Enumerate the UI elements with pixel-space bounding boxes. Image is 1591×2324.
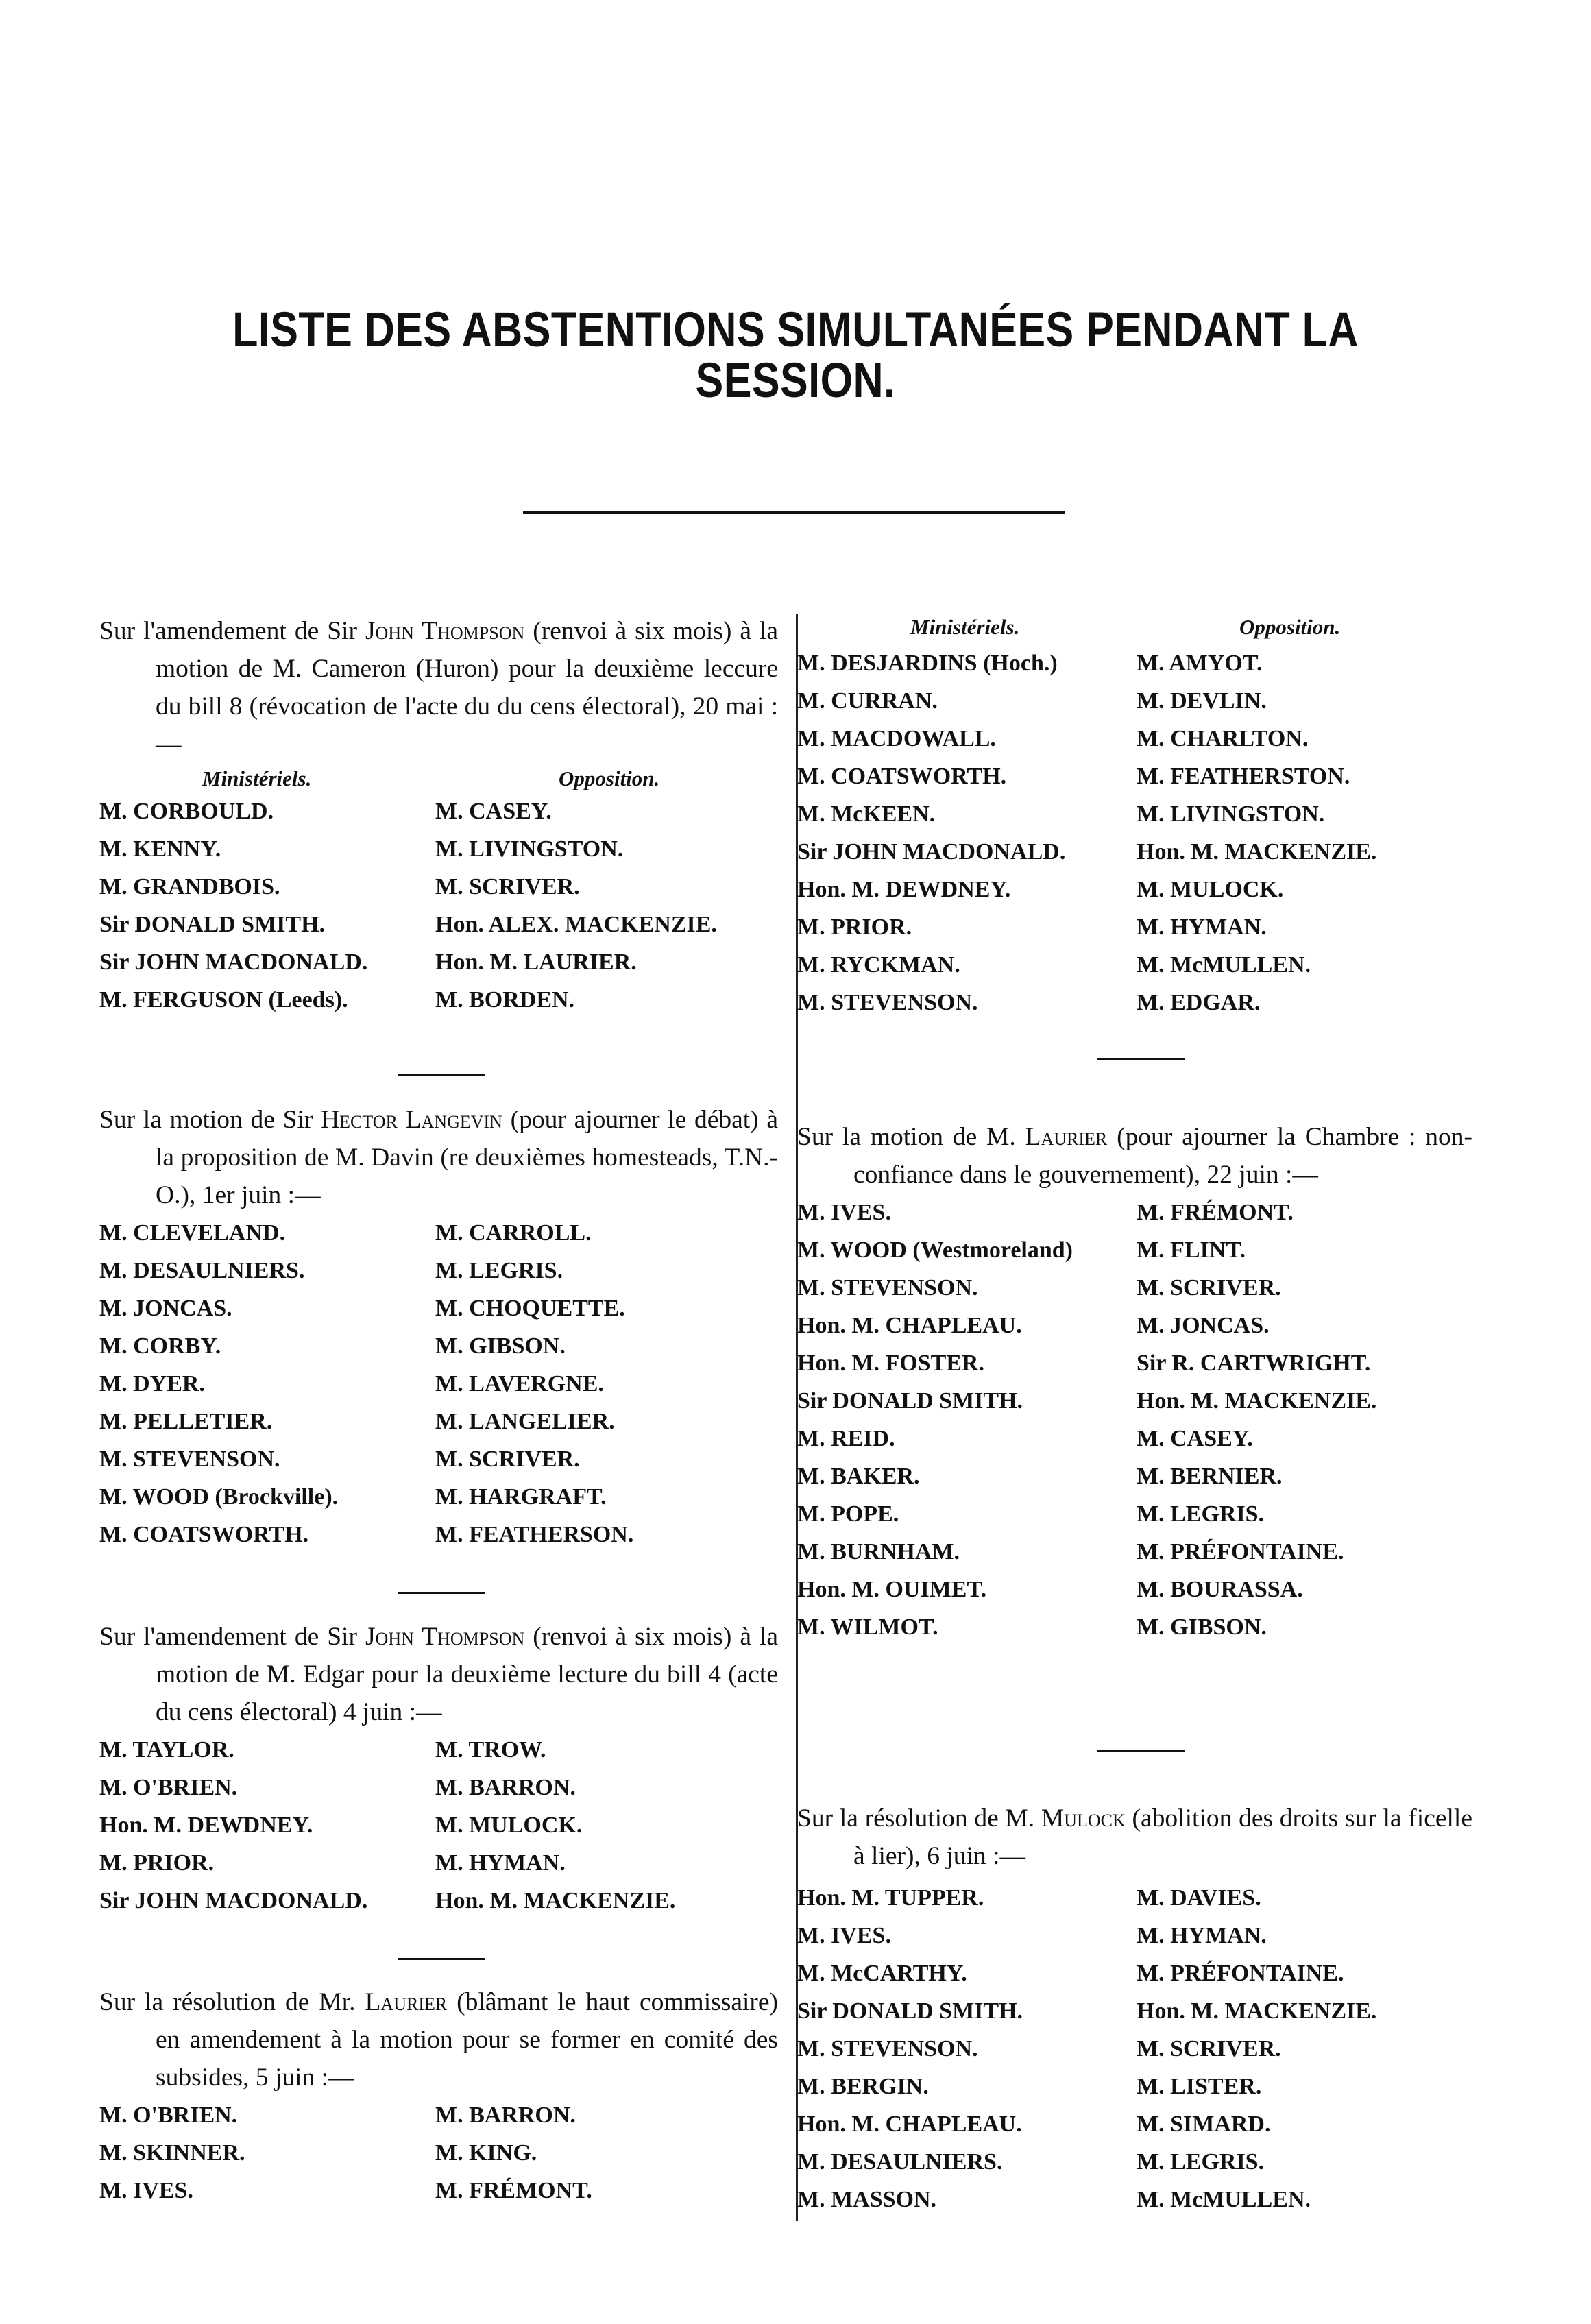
ministeriel-name: M. DESAULNIERS. <box>99 1258 305 1283</box>
ministeriel-name: M. CLEVELAND. <box>99 1220 286 1246</box>
ministeriel-name: M. McKEEN. <box>797 801 936 827</box>
ministeriel-name: M. STEVENSON. <box>99 1447 280 1472</box>
ministeriel-name: M. COATSWORTH. <box>99 1522 309 1547</box>
heading-opposition: Opposition. <box>1239 615 1341 639</box>
ministeriel-name: M. STEVENSON. <box>797 2036 978 2061</box>
name-pairs <box>99 1214 778 1553</box>
section-intro <box>99 1101 778 1214</box>
section-right-2 <box>797 1118 1493 1646</box>
intro-text-before: Sur la motion de Sir <box>99 1106 321 1134</box>
opposition-name: M. LIVINGSTON. <box>435 836 624 862</box>
ministeriel-name: Sir JOHN MACDONALD. <box>797 839 1066 864</box>
opposition-name: M. FRÉMONT. <box>1137 1200 1294 1225</box>
heading-opposition: Opposition. <box>559 766 660 790</box>
intro-text-before: Sur l'amendement de Sir <box>99 617 365 645</box>
opposition-name: Hon. M. MACKENZIE. <box>1137 1998 1377 2024</box>
ministeriel-name: M. RYCKMAN. <box>797 952 960 978</box>
ministeriel-name: Sir JOHN MACDONALD. <box>99 1888 368 1913</box>
opposition-name: M. EDGAR. <box>1137 990 1261 1015</box>
opposition-name: M. BERNIER. <box>1137 1464 1283 1489</box>
ministeriel-name: M. CURRAN. <box>797 688 938 714</box>
ministeriel-name: M. COATSWORTH. <box>797 764 1007 789</box>
opposition-name: M. CHARLTON. <box>1137 726 1309 751</box>
opposition-name: M. HYMAN. <box>1137 1923 1267 1948</box>
intro-text-before: Sur la résolution de M. <box>797 1804 1041 1832</box>
intro-text-after: (renvoi à six mois) à la motion de M. Cameron (Huron) pour la deuxième leccure du bill 8 (révocation de l'acte du du cens électoral), 20 mai :— <box>156 617 779 758</box>
intro-name: John Thompson <box>365 1623 525 1651</box>
ministeriel-name: Hon. M. TUPPER. <box>797 1885 984 1911</box>
opposition-name: M. HYMAN. <box>1137 915 1267 940</box>
section-intro <box>99 1983 778 2096</box>
ministeriel-name: M. STEVENSON. <box>797 990 978 1015</box>
ministeriel-name: Sir DONALD SMITH. <box>797 1998 1023 2024</box>
ministeriel-name: M. MACDOWALL. <box>797 726 996 751</box>
ministeriel-name: M. PRIOR. <box>99 1850 215 1876</box>
opposition-name: M. TROW. <box>435 1737 546 1763</box>
opposition-name: Hon. ALEX. MACKENZIE. <box>435 912 717 937</box>
opposition-name: M. FEATHERSTON. <box>1137 764 1350 789</box>
opposition-name: M. FLINT. <box>1137 1237 1246 1263</box>
section-intro <box>99 612 778 763</box>
opposition-name: M. FEATHERSON. <box>435 1522 634 1547</box>
ministeriel-name: M. WILMOT. <box>797 1614 938 1640</box>
intro-text-after: (abolition des droits sur la ficelle à lier), 6 juin :— <box>853 1804 1472 1870</box>
section-right-3 <box>797 1800 1493 2218</box>
section-separator <box>398 1958 485 1960</box>
opposition-name: M. McMULLEN. <box>1137 952 1311 978</box>
page-title: LISTE DES ABSTENTIONS SIMULTANÉES PENDANT LA SESSION. <box>232 303 1359 408</box>
opposition-name: M. MULOCK. <box>435 1813 583 1838</box>
opposition-name: M. LEGRIS. <box>1137 1501 1265 1527</box>
ministeriel-name: Hon. M. CHAPLEAU. <box>797 2111 1022 2137</box>
opposition-name: M. BARRON. <box>435 2103 576 2128</box>
opposition-name: M. CARROLL. <box>435 1220 592 1246</box>
ministeriel-name: Hon. M. CHAPLEAU. <box>797 1313 1022 1338</box>
opposition-name: Hon. M. MACKENZIE. <box>435 1888 676 1913</box>
intro-name: John Thompson <box>365 617 525 645</box>
ministeriel-name: M. WOOD (Westmoreland) <box>797 1237 1073 1263</box>
section-left-4 <box>99 1983 778 2210</box>
ministeriel-name: M. STEVENSON. <box>797 1275 978 1300</box>
name-pairs <box>797 1194 1493 1646</box>
ministeriel-name: M. BURNHAM. <box>797 1539 960 1564</box>
ministeriel-name: Hon. M. DEWDNEY. <box>99 1813 313 1838</box>
opposition-name: Hon. M. MACKENZIE. <box>1137 1388 1377 1414</box>
opposition-name: M. KING. <box>435 2140 537 2166</box>
section-separator <box>1097 1058 1185 1060</box>
opposition-name: M. GIBSON. <box>435 1333 566 1359</box>
opposition-name: M. SCRIVER. <box>435 1447 580 1472</box>
intro-text-before: Sur la résolution de Mr. <box>99 1988 365 2016</box>
heading-ministeriels: Ministériels. <box>202 766 312 790</box>
opposition-name: M. GIBSON. <box>1137 1614 1267 1640</box>
ministeriel-name: Sir DONALD SMITH. <box>99 912 326 937</box>
ministeriel-name: M. REID. <box>797 1426 895 1451</box>
ministeriel-name: M. IVES. <box>797 1200 891 1225</box>
column-headings <box>797 614 1493 641</box>
opposition-name: M. PRÉFONTAINE. <box>1137 1539 1344 1564</box>
opposition-name: M. SIMARD. <box>1137 2111 1271 2137</box>
opposition-name: M. HYMAN. <box>435 1850 566 1876</box>
opposition-name: M. McMULLEN. <box>1137 2187 1311 2212</box>
ministeriel-name: M. GRANDBOIS. <box>99 874 280 899</box>
opposition-name: M. BOURASSA. <box>1137 1577 1303 1602</box>
opposition-name: M. HARGRAFT. <box>435 1484 607 1510</box>
intro-text-after: (pour ajourner le débat) à la proposition de M. Davin (re deuxièmes homesteads, T.N.-O.), 1er juin :— <box>156 1106 779 1209</box>
opposition-name: M. LANGELIER. <box>435 1409 615 1434</box>
section-left-3 <box>99 1618 778 1920</box>
section-right-1 <box>797 614 1493 1021</box>
opposition-name: M. SCRIVER. <box>435 874 580 899</box>
ministeriel-name: M. IVES. <box>99 2178 193 2203</box>
intro-name: Hector Langevin <box>321 1106 502 1134</box>
ministeriel-name: Sir JOHN MACDONALD. <box>99 949 368 975</box>
ministeriel-name: M. PRIOR. <box>797 915 912 940</box>
opposition-name: M. LEGRIS. <box>435 1258 563 1283</box>
opposition-name: Hon. M. MACKENZIE. <box>1137 839 1377 864</box>
opposition-name: M. AMYOT. <box>1137 651 1263 676</box>
section-separator <box>398 1074 485 1076</box>
name-pairs <box>797 1879 1493 2218</box>
intro-text-before: Sur l'amendement de Sir <box>99 1623 365 1651</box>
opposition-name: M. DEVLIN. <box>1137 688 1267 714</box>
opposition-name: M. LEGRIS. <box>1137 2149 1265 2175</box>
opposition-name: M. FRÉMONT. <box>435 2178 592 2203</box>
opposition-name: M. LISTER. <box>1137 2074 1262 2099</box>
opposition-name: M. BORDEN. <box>435 987 575 1013</box>
ministeriel-name: Hon. M. OUIMET. <box>797 1577 987 1602</box>
ministeriel-name: Sir DONALD SMITH. <box>797 1388 1023 1414</box>
ministeriel-name: M. DESAULNIERS. <box>797 2149 1003 2175</box>
opposition-name: M. SCRIVER. <box>1137 2036 1281 2061</box>
intro-text-after: (renvoi à six mois) à la motion de M. Edgar pour la deuxième lecture du bill 4 (acte du cens électoral) 4 juin :— <box>156 1623 779 1726</box>
intro-text-after: (pour ajourner la Chambre : non-confiance dans le gouvernement), 22 juin :— <box>853 1123 1472 1189</box>
title-rule <box>523 511 1065 514</box>
opposition-name: M. CASEY. <box>1137 1426 1253 1451</box>
opposition-name: M. SCRIVER. <box>1137 1275 1281 1300</box>
ministeriel-name: M. POPE. <box>797 1501 899 1527</box>
intro-text-after: (blâmant le haut commissaire) en amendement à la motion pour se former en comité des subsides, 5 juin :— <box>156 1988 778 2092</box>
opposition-name: M. DAVIES. <box>1137 1885 1261 1911</box>
ministeriel-name: M. O'BRIEN. <box>99 1775 238 1800</box>
ministeriel-name: M. DYER. <box>99 1371 205 1396</box>
opposition-name: M. MULOCK. <box>1137 877 1284 902</box>
section-intro <box>797 1800 1493 1875</box>
ministeriel-name: M. TAYLOR. <box>99 1737 234 1763</box>
name-pairs <box>99 2096 778 2210</box>
ministeriel-name: M. McCARTHY. <box>797 1961 967 1986</box>
intro-name: Laurier <box>365 1988 448 2016</box>
ministeriel-name: M. BAKER. <box>797 1464 920 1489</box>
ministeriel-name: Hon. M. FOSTER. <box>797 1351 984 1376</box>
opposition-name: M. PRÉFONTAINE. <box>1137 1961 1344 1986</box>
name-pairs <box>797 644 1493 1021</box>
opposition-name: Sir R. CARTWRIGHT. <box>1137 1351 1371 1376</box>
opposition-name: M. CHOQUETTE. <box>435 1296 625 1321</box>
ministeriel-name: M. PELLETIER. <box>99 1409 273 1434</box>
section-intro <box>99 1618 778 1731</box>
opposition-name: M. LIVINGSTON. <box>1137 801 1325 827</box>
opposition-name: M. CASEY. <box>435 799 552 824</box>
ministeriel-name: M. JONCAS. <box>99 1296 232 1321</box>
opposition-name: M. JONCAS. <box>1137 1313 1270 1338</box>
section-separator <box>1097 1750 1185 1752</box>
intro-name: Mulock <box>1041 1804 1126 1832</box>
opposition-name: M. LAVERGNE. <box>435 1371 604 1396</box>
section-separator <box>398 1592 485 1594</box>
opposition-name: Hon. M. LAURIER. <box>435 949 637 975</box>
ministeriel-name: M. IVES. <box>797 1923 891 1948</box>
name-pairs <box>99 1731 778 1920</box>
ministeriel-name: Hon. M. DEWDNEY. <box>797 877 1011 902</box>
section-left-2 <box>99 1101 778 1553</box>
ministeriel-name: M. DESJARDINS (Hoch.) <box>797 651 1058 676</box>
ministeriel-name: M. O'BRIEN. <box>99 2103 238 2128</box>
intro-text-before: Sur la motion de M. <box>797 1123 1025 1151</box>
ministeriel-name: M. BERGIN. <box>797 2074 929 2099</box>
ministeriel-name: M. KENNY. <box>99 836 221 862</box>
ministeriel-name: M. CORBOULD. <box>99 799 274 824</box>
intro-name: Laurier <box>1025 1123 1108 1151</box>
section-left-1 <box>99 612 778 1019</box>
ministeriel-name: M. FERGUSON (Leeds). <box>99 987 348 1013</box>
name-pairs <box>99 792 778 1019</box>
ministeriel-name: M. SKINNER. <box>99 2140 245 2166</box>
ministeriel-name: M. WOOD (Brockville). <box>99 1484 339 1510</box>
ministeriel-name: M. MASSON. <box>797 2187 937 2212</box>
ministeriel-name: M. CORBY. <box>99 1333 221 1359</box>
column-headings <box>99 765 778 792</box>
heading-ministeriels: Ministériels. <box>910 615 1020 639</box>
section-intro <box>797 1118 1493 1194</box>
opposition-name: M. BARRON. <box>435 1775 576 1800</box>
